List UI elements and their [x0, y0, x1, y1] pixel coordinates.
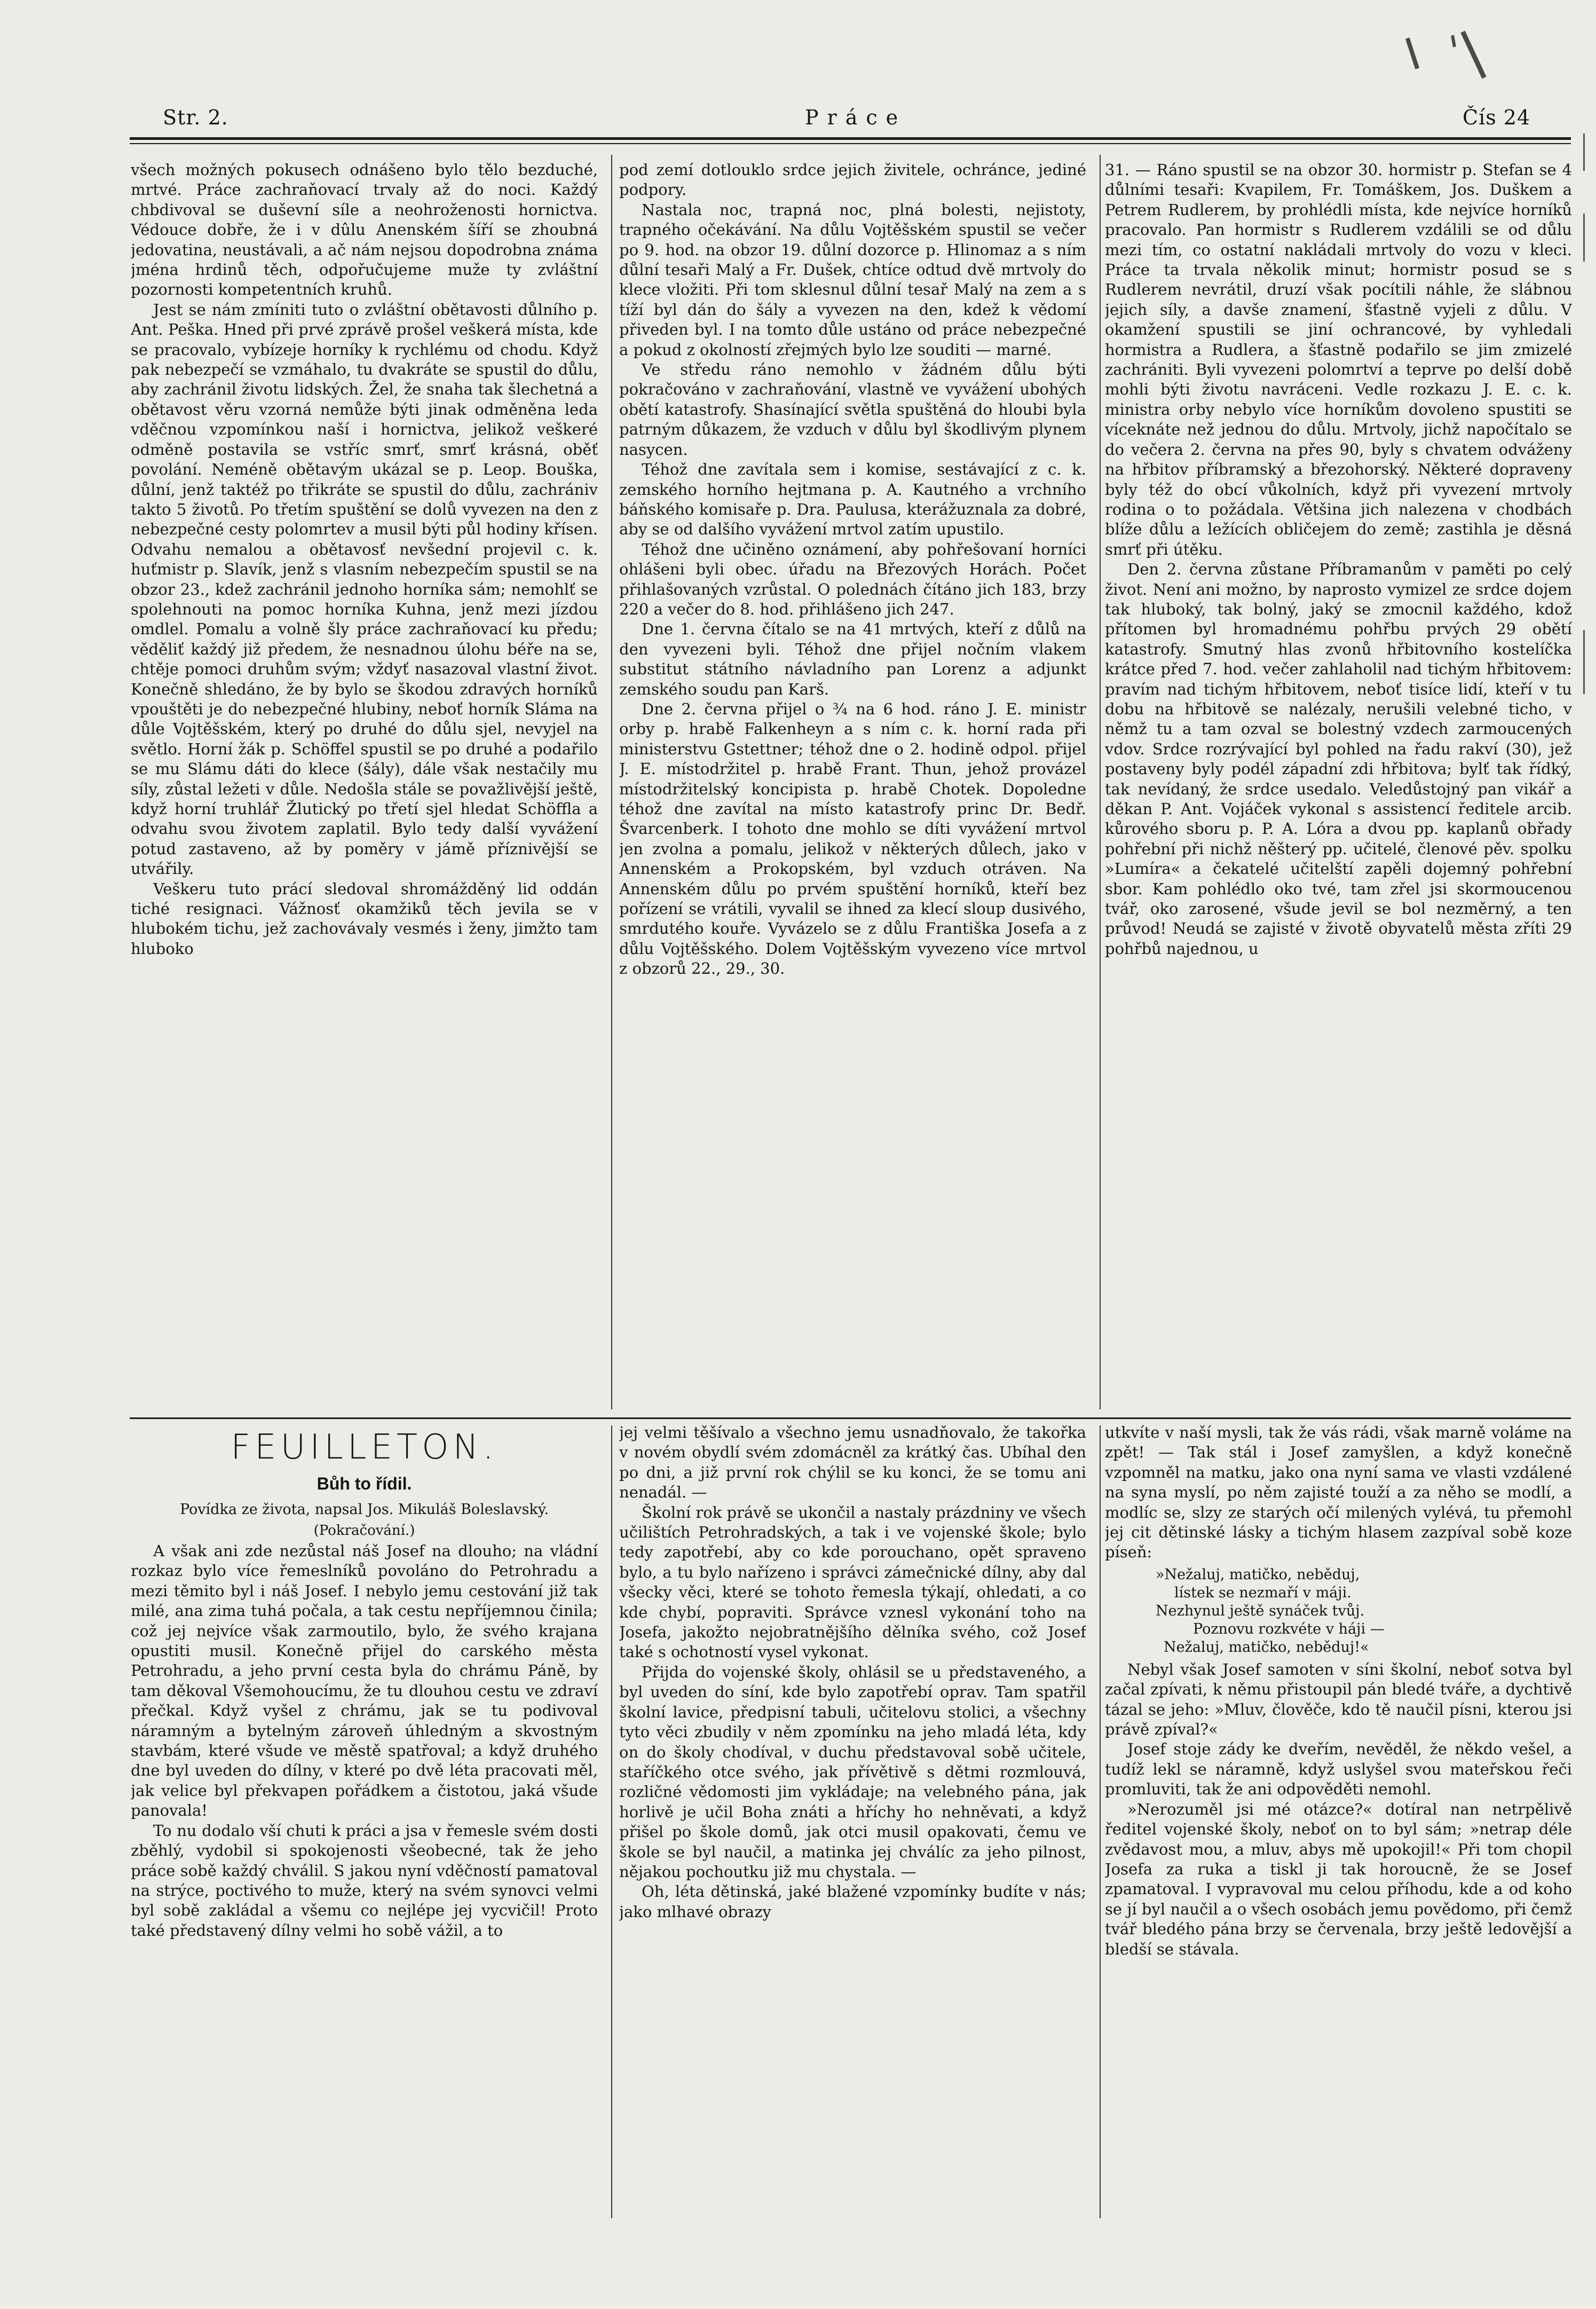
paragraph: Dne 1. června čítalo se na 41 mrtvých, kteří z důlů na den vyvezeni byli. Téhož dne přijel nočním vlakem substitut státního návladního pan Lorenz a adjunkt zemského soudu pan Karš.: [619, 620, 1086, 698]
paragraph: pod zemí dotlouklo srdce jejich živitele, ochránce, jediné podpory.: [619, 161, 1086, 199]
issue-number: Čís 24: [1463, 106, 1531, 129]
scan-artifact: [1460, 31, 1486, 79]
header-rule: [130, 143, 1571, 144]
scan-edge: [1583, 214, 1585, 262]
scan-edge: [1583, 133, 1585, 171]
paragraph: »Nerozuměl jsi mé otázce?« dotíral nan netrpělivě ředitel vojenské školy, neboť on to byl sám; »netrap déle zvědavost mou, a mluv, abys mě upokojil!« Při tom chopil Josefa za ruka a tiskl ji tak horoucně, že se Josef zpamatoval. I vypravoval mu celou příhodu, kde a od koho se jí byl naučil a o všech osobách jemu povědomo, při čemž tvář bledého pána brzy se červenala, brzy ještě ledovější a bledší se stávala.: [1105, 1800, 1572, 1958]
feuilleton-column-2: [619, 1423, 1086, 2218]
feuilleton-heading: FEUILLETON.: [231, 1428, 498, 1467]
paragraph: To nu dodalo vší chuti k práci a jsa v řemesle svém dosti zběhlý, vydobil si spokojenosti všeobecné, tak že jeho práce sobě každý chválil. S jakou nyní vděčností pamatoval na strýce, poctivého to muže, který na svém synovci velmi byl sobě zakládal a všemu co nejlépe jej vycvičil! Proto také představený dílny velmi ho sobě vážil, a to: [131, 1821, 598, 1940]
feuilleton-column-3: [1105, 1423, 1572, 2218]
section-divider: [130, 1417, 1571, 1419]
column-rule: [611, 1425, 612, 2218]
paragraph: Téhož dne učiněno oznámení, aby pohřešovaní horníci ohlášeni byli obec. úřadu na Březových Horách. Počet přihlašovaných vzrůstal. O polednách čítáno jich 183, brzy 220 a večer do 8. hod. přihlášeno jich 247.: [619, 540, 1086, 618]
article-column-1: [131, 160, 598, 1409]
paragraph: Nastala noc, trapná noc, plná bolesti, nejistoty, trapného očekávání. Na důlu Vojtěšském spustil se večer po 9. hod. na obzor 19. důlní dozorce p. Hlinomaz a s ním důlní tesaři Malý a Fr. Dušek, chtíce odtud dvě mrtvoly do klece vložiti. Při tom sklesnul důlní tesař Malý na zem a s tíží byl dán do šály a vyvezen na den, kdež k vědomí přiveden byl. I na tomto důle ustáno od práce nebezpečné a pokud z okolností zřejmých bylo lze souditi — marné.: [619, 200, 1086, 359]
scan-edge: [1583, 630, 1585, 694]
paragraph: A však ani zde nezůstal náš Josef na dlouho; na vládní rozkaz bylo více řemeslníků povoláno do Petrohradu a mezi těmito byl i náš Josef. I nebylo jemu cestování již tak milé, ana zima tuhá počala, a tak cestu nepříjemnou činila; což jej nejvíce však zarmoutilo, bylo, že svého krajana opustiti musil. Konečně přijel do carského města Petrohradu, a jeho první cesta byla do chrámu Páně, by tam děkoval Všemohoucímu, že tu dlouhou cestu ve zdraví přečkal. Když vyšel z chrámu, jak se tu podivoval náramným a bytelným zároveň úhledným a skvostným stavbám, které všude ve městě spatřoval; a když druhého dne byl uveden do dílny, v které po dvě léta pracovati měl, jak velice byl překvapen pořádkem a čistotou, jaká všude panovala!: [131, 1542, 598, 1820]
paragraph: Veškeru tuto prácí sledoval shromážděný lid oddán tiché resignaci. Vážnosť okamžiků těch jevila se v hlubokém tichu, jež zachovávaly vesmés i ženy, jimžto tam hluboko: [131, 879, 598, 958]
paragraph: Nebyl však Josef samoten v síni školní, neboť sotva byl začal zpívati, k němu přistoupil pán bledé tváře, a dychtivě tázal se jeho: »Mluv, člověče, kdo tě naučil písni, kterou jsi právě zpíval?«: [1105, 1660, 1572, 1739]
paragraph: Ve středu ráno nemohlo v žádném důlu býti pokračováno v zachraňování, vlastně ve vyvážení ubohých obětí katastrofy. Shasínající světla spuštěná do hloubi byla patrným důkazem, že vzduch v důlu byl škodlivým plynem nasycen.: [619, 360, 1086, 459]
continuation-note: (Pokračování.): [313, 1523, 415, 1539]
paragraph: Téhož dne zavítala sem i komise, sestávající z c. k. zemského horního hejtmana p. A. Kautného a vrchního báňského komisaře p. Dra. Paulusa, kterážuznala za dobré, aby se od dalšího vyvážení mrtvol zatím upustilo.: [619, 460, 1086, 539]
song-line: Nežaluj, matičko, neběduj!«: [1164, 1638, 1369, 1656]
page-number: Str. 2.: [163, 106, 228, 129]
scan-artifact: [1405, 37, 1419, 69]
paragraph: Jest se nám zmíniti tuto o zvláštní obětavosti důlního p. Ant. Peška. Hned při prvé zprávě prošel veškerá místa, kde se pracovalo, vybízeje horníky k rychlému od chodu. Když pak nebezpečí se vzmáhalo, tu dvakráte se spustil do důlu, aby zachránil životu lidských. Žel, že snaha tak šlechetná a obětavost věru vzorná nemůže býti jinak odměněna leda vděčnou vzpomínkou naší i hornictva, jelikož veškeré odměně postavila se vstříc smrť, smrť krásná, oběť povolání. Neméně obětavým ukázal se p. Leop. Bouška, důlní, jenž taktéž po třikráte se spustil do důlu, zachrániv takto 5 životů. Po třetím spuštění se dolů vyvezen na den z nebezpečné cesty polomrtev a musil býti půl hodiny křísen. Odvahu nemalou a obětavosť nevšední projevil c. k. huťmistr p. Slavík, jenž s vlasním nebezpečím spustil se na obzor 23., kdež zachránil jednoho horníka sám; nemohlť se spolehnouti na pomoc horníka Kuhna, jenž mezi jízdou omdlel. Pomalu a volně šly práce zachraňovací ku předu; věděliť každý již předem, že nesnadnou úlohu béře na se, chtěje pomoci druhům svým; vždyť nasazoval vlastní život. Konečně shledáno, že by bylo se škodou zdravých horníků vpouštěti je do nebezpečné hlubiny, neboť horník Sláma na důle Vojtěšském, který po druhé do důlu sjel, nevyjel na světlo. Horní žák p. Schöffel spustil se po druhé a podařilo se mu Slámu dáti do klece (šály), dále však nestačily mu síly, zůstal ležeti v důle. Nedošla stále se považlivější ještě, když horní truhlář Žlutický po třetí sjel hledat Schöffla a odvahu svou životem zaplatil. Bylo tedy další vyvážení potud zastaveno, až by poměry v jámě příznivější se utvářily.: [131, 300, 598, 878]
paragraph: Přijda do vojenské školy, ohlásil se u představeného, a byl uveden do síní, kde bylo zapotřebí oprav. Tam spatřil školní lavice, předpisní tabuli, učitelovu stolici, a všechny tyto věci zbudily v něm zpomínku na jeho mladá léta, kdy on do školy chodíval, v duchu představoval sobě učitele, staříčkého otce svého, jak přívětivě s dětmi rozmlouvá, rozličné vědomosti jim vykládaje; na velebného pána, jak horlivě je učil Boha znáti a hříchy ho nehněvati, a když přišel po škole domů, jak otci musil opakovati, čemu ve škole se byl naučil, a matinka jej chválíc za jeho pilnost, nějakou pochoutku již mu chystala. —: [619, 1662, 1086, 1881]
column-rule: [611, 155, 612, 1409]
song-line: lístek se nezmaří v máji.: [1174, 1584, 1352, 1601]
story-title: Bůh to řídil.: [317, 1474, 412, 1493]
song-verse: [1105, 1566, 1572, 1657]
song-line: »Nežaluj, matičko, neběduj,: [1156, 1566, 1360, 1583]
header-rule: [130, 137, 1571, 140]
newspaper-title: Práce: [805, 106, 907, 129]
article-column-2: [619, 160, 1086, 1409]
article-column-3: [1105, 160, 1572, 1409]
song-line: Poznovu rozkvéte v háji —: [1193, 1620, 1385, 1637]
paragraph: jej velmi těšívalo a všechno jemu usnadňovalo, že takořka v novém obydlí svém zdomácněl za krátký čas. Ubíhal den po dni, a již první rok chýlil se ku konci, že se tomu ani nenadál. —: [619, 1423, 1086, 1502]
story-byline: Povídka ze života, napsal Jos. Mikuláš Boleslavský.: [179, 1501, 549, 1518]
paragraph: 31. — Ráno spustil se na obzor 30. hormistr p. Stefan se 4 důlními tesaři: Kvapilem, Fr. Tomáškem, Jos. Duškem a Petrem Rudlerem, by prohlédli místa, kde nejvíce horníků pracovalo. Pan hormistr s Rudlerem vzdálili se od důlu mezi tím, co ostatní nakládali mrtvoly do vozu v kleci. Práce ta trvala několik minut; hormistr posud se s Rudlerem nevrátil, druzí však pocítili náhle, že slábnou jejich síly, a davše znamení, šťastně vyjeli z důlu. V okamžení spustili se jiní ochrancové, by vyhledali hormistra a Rudlera, a šťastně podařilo se jim zmizelé zachrániti. Byli vyvezeni polomrtví a teprve po delší době mohli býti životu navráceni. Vedle rozkazu J. E. c. k. ministra orby nebylo více horníkům dovoleno spustiti se víceknáte než jednou do důlu. Mrtvoly, jichž napočítalo se do večera 2. června na přes 90, byly s chvatem odváženy na hřbitov příbramský a březohorský. Některé dopraveny byly též do obcí vůkolních, když při vyvezení mrtvoly rodina o to požádala. Většina jich nalezena v chodbách blíže důlu a ležících obličejem do země; zastihla je děsná smrť při útěku.: [1105, 161, 1572, 558]
paragraph: Školní rok právě se ukončil a nastaly prázdniny ve všech učilištích Petrohradských, a tak i ve vojenské škole; bylo tedy zapotřebí, aby co kde porouchano, opět spraveno bylo, a tu bylo nařízeno i správci zámečnické dílny, aby dal všecky věci, které se tohoto řemesla týkají, ohledati, a co kde chybí, popraviti. Správce vznesl vykonání toho na Josefa, jakožto nejobratnějšího dělníka svého, což Josef také s ochotností vysel vykonat.: [619, 1503, 1086, 1661]
paragraph: Den 2. června zůstane Příbramanům v paměti po celý život. Není ani možno, by naprosto vymizel ze srdce dojem tak hluboký, tak bolný, jaký se zmocnil každého, kdož přítomen byl hromadnému pohřbu prvých 29 obětí katastrofy. Smutný hlas zvonů hřbitovního kostelíčka krátce před 7. hod. večer zahlaholil nad tichým hřbitovem: pravím nad tichým hřbitovem, neboť tisíce lidí, kteří v tu dobu na hřbitově se nalézaly, nerušili velebné ticho, v němž tu a tam ozval se bolestný vzdech zarmoucených vdov. Srdce rozrývající byl pohled na řadu rakví (30), jež postaveny byly podél západní zdi hřbitova; bylť tak řídký, tak nevídaný, že srdce usedalo. Veledůstojný pan vikář a děkan P. Ant. Vojáček vykonal s assistencí ředitele arcib. kůrového sboru p. P. A. Lóra a dvou pp. kaplanů obřady pohřební při nichž něšterý pp. učitelé, členové pěv. spolku »Lumíra« a čekatelé učitelští zapěli dojemný pohřební sbor. Kam pohlédlo oko tvé, tam zřel jsi skormoucenou tvář, oko zarosené, všude jevil se bol nezměrný, a ten průvod! Neudá se zajisté v životě obyvatelů města zříti 29 pohřbů najednou, u: [1105, 560, 1572, 958]
paragraph: Oh, léta dětinská, jaké blažené vzpomínky budíte v nás; jako mlhavé obrazy: [619, 1882, 1086, 1921]
column-rule: [1100, 155, 1101, 1409]
paragraph: Dne 2. června přijel o ¾ na 6 hod. ráno J. E. ministr orby p. hrabě Falkenheyn a s ním c. k. horní rada při ministerstvu Gstettner; téhož dne o 2. hodině odpol. přijel J. E. místodržitel p. hrabě Frant. Thun, jehož provázel místodržitelský koncipista p. hrabě Chotek. Dopoledne téhož dne zavítal na místo katastrofy princ Dr. Bedř. Švarcenberk. I tohoto dne mohlo se díti vyvážení mrtvol jen zvolna a pomalu, jelikož v některých důlech, jako v Annenském a Prokopském, byl vzduch otráven. Na Annenském důlu po prvém spuštění horníků, kteří bez pořízení se vrátili, vyvalil se ihned za klecí sloup dusivého, smrdutého kouře. Vyvázelo se z důlu Františka Josefa a z důlu Vojtěšského. Dolem Vojtěšským vyvezeno více mrtvol z obzorů 22., 29., 30.: [619, 699, 1086, 978]
paragraph: utkvíte v naší mysli, tak že vás rádi, však marně voláme na zpět! — Tak stál i Josef zamyšlen, a když konečně vzpomněl na matku, jako ona nyní sama ve vlasti vzdálené na syna myslí, po něm zajisté touží a za něho se modlí, a modlíc se, slzy ze starých očí milených vylévá, tu přemohl jej cit dětinské lásky a tichým hlasem zazpíval sobě koze píseň:: [1105, 1423, 1572, 1562]
song-line: Nezhynul ještě synáček tvůj.: [1156, 1602, 1365, 1619]
column-rule: [1100, 1425, 1101, 2218]
paragraph: všech možných pokusech odnášeno bylo tělo bezduché, mrtvé. Práce zachraňovací trvaly až do noci. Každý chbdivoval se duševní síle a neohroženosti hornictva. Védouce dobře, že i v dûlu Anenském šíří se zhoubná jedovatina, neustávali, a ač nám nejsou dopodrobna známa jména hrdinů těch, odpořučujeme muže ty zvláštní pozornosti kompetentních kruhů.: [131, 161, 598, 299]
scan-artifact: [1451, 35, 1456, 48]
paragraph: Josef stoje zády ke dveřím, nevěděl, že někdo vešel, a tudíž lekl se náramně, když uslyšel svou mateřskou řeči promluviti, tak že ani odpověděti nemohl.: [1105, 1740, 1572, 1799]
feuilleton-column-1: [131, 1423, 598, 2218]
